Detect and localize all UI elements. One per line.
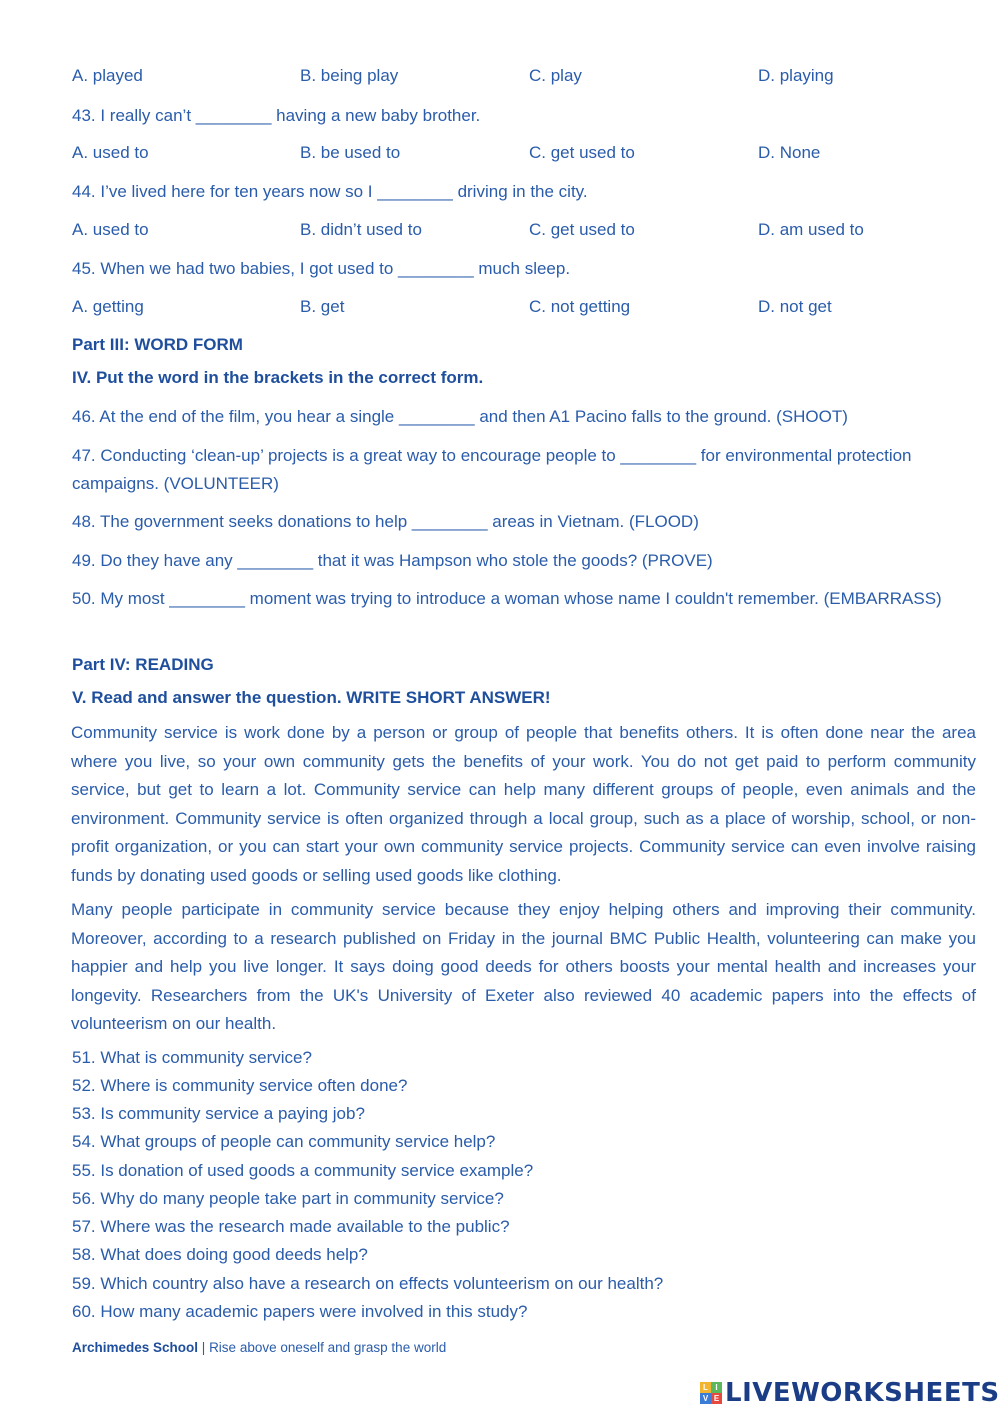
question-60: 60. How many academic papers were involved in this study?: [72, 1302, 528, 1321]
part4-instruction: V. Read and answer the question. WRITE SHORT ANSWER!: [72, 688, 551, 707]
logo-icon-letter: I: [711, 1382, 722, 1393]
option-c[interactable]: C. play: [529, 66, 582, 85]
q43-options: [72, 143, 972, 167]
option-b[interactable]: B. didn’t used to: [300, 220, 422, 239]
option-c[interactable]: C. get used to: [529, 220, 635, 239]
question-56: 56. Why do many people take part in community service?: [72, 1189, 504, 1208]
logo-icon-letter: V: [700, 1393, 711, 1404]
question-48: 48. The government seeks donations to help ________ areas in Vietnam. (FLOOD): [72, 512, 699, 531]
footer-motto: Rise above oneself and grasp the world: [209, 1340, 447, 1355]
question-45: 45. When we had two babies, I got used to ________ much sleep.: [72, 259, 571, 278]
option-a[interactable]: A. used to: [72, 143, 149, 162]
option-b[interactable]: B. get: [300, 297, 345, 316]
q42-options: [72, 66, 972, 90]
q45-options: [72, 297, 972, 321]
question-43: 43. I really can’t ________ having a new baby brother.: [72, 106, 481, 125]
option-a[interactable]: A. played: [72, 66, 143, 85]
reading-paragraph-1: Community service is work done by a person or group of people that benefits others. It is often done near the area where you live, so your own community gets the benefits of your work. You do not get paid to perform community service, but get to learn a lot. Community service can help many different groups of people, even animals and the environment. Community service is often organized through a local group, such as a place of worship, school, or non-profit organization, or you can start your own community service projects. Community service can even involve raising funds by donating used goods or selling used goods like clothing.: [71, 723, 976, 885]
part3-instruction: IV. Put the word in the brackets in the correct form.: [72, 368, 484, 387]
logo-text: LIVEWORKSHEETS: [725, 1378, 1000, 1408]
question-55: 55. Is donation of used goods a community service example?: [72, 1161, 534, 1180]
part4-title: Part IV: READING: [72, 655, 214, 674]
question-53: 53. Is community service a paying job?: [72, 1104, 365, 1123]
option-d[interactable]: D. am used to: [758, 220, 864, 239]
liveworksheets-logo-icon: [700, 1382, 722, 1404]
question-49: 49. Do they have any ________ that it was Hampson who stole the goods? (PROVE): [72, 551, 713, 570]
option-b[interactable]: B. being play: [300, 66, 399, 85]
question-46: 46. At the end of the film, you hear a single ________ and then A1 Pacino falls to the ground. (SHOOT): [72, 407, 848, 426]
option-d[interactable]: D. None: [758, 143, 821, 162]
option-d[interactable]: D. not get: [758, 297, 832, 316]
question-59: 59. Which country also have a research on effects volunteerism on our health?: [72, 1274, 664, 1293]
question-51: 51. What is community service?: [72, 1048, 312, 1067]
option-a[interactable]: A. used to: [72, 220, 149, 239]
question-47: 47. Conducting ‘clean-up’ projects is a great way to encourage people to ________ for environmental protection campaigns. (VOLUNTEER): [72, 446, 912, 493]
reading-paragraph-2: Many people participate in community service because they enjoy helping others and improving their community. Moreover, according to a research published on Friday in the journal BMC Public Health, volunteering can make you happier and help you live longer. It says doing good deeds for others boosts your mental health and increases your longevity. Researchers from the UK's University of Exeter also reviewed 40 academic papers into the effects of volunteerism on our health.: [71, 900, 976, 1033]
question-50: 50. My most ________ moment was trying to introduce a woman whose name I couldn't remember. (EMBARRASS): [72, 589, 942, 608]
logo-icon-letter: L: [700, 1382, 711, 1393]
question-57: 57. Where was the research made available to the public?: [72, 1217, 510, 1236]
option-c[interactable]: C. not getting: [529, 297, 631, 316]
question-58: 58. What does doing good deeds help?: [72, 1245, 368, 1264]
question-54: 54. What groups of people can community service help?: [72, 1132, 496, 1151]
footer-school: Archimedes School: [72, 1340, 199, 1355]
logo-icon-letter: E: [711, 1393, 722, 1404]
option-b[interactable]: B. be used to: [300, 143, 401, 162]
option-a[interactable]: A. getting: [72, 297, 144, 316]
liveworksheets-logo[interactable]: [700, 1378, 1000, 1408]
footer: [72, 1340, 446, 1355]
part3-title: Part III: WORD FORM: [72, 335, 243, 354]
question-52: 52. Where is community service often done?: [72, 1076, 408, 1095]
option-d[interactable]: D. playing: [758, 66, 834, 85]
q44-options: [72, 220, 972, 244]
option-c[interactable]: C. get used to: [529, 143, 635, 162]
question-44: 44. I’ve lived here for ten years now so I ________ driving in the city.: [72, 182, 588, 201]
footer-separator: |: [198, 1340, 210, 1355]
